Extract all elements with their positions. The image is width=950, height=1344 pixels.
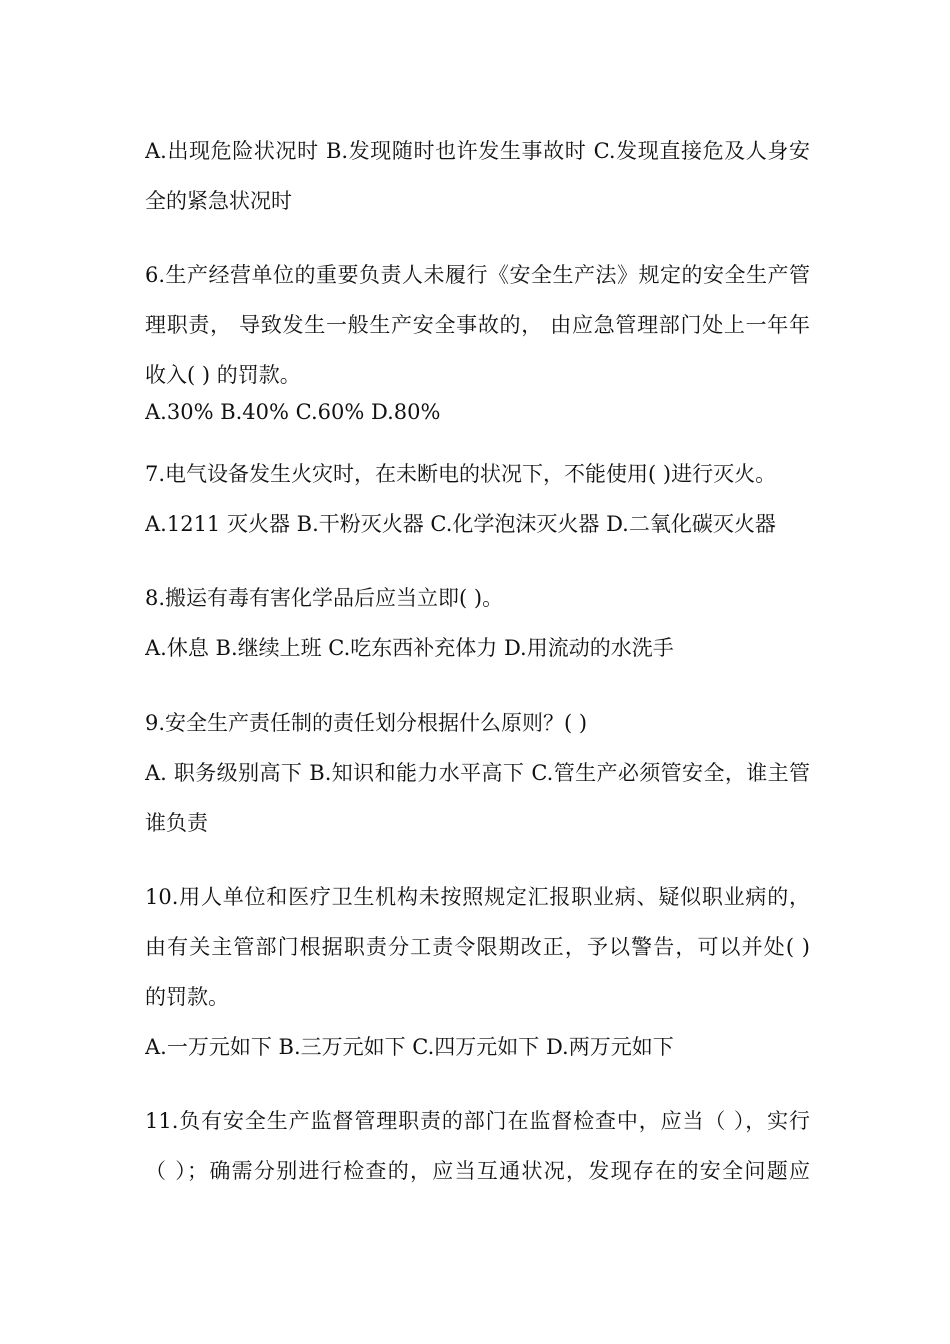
text-line: A.出现危险状况时 B.发现随时也许发生事故时 C.发现直接危及人身安 (145, 139, 810, 163)
text-line: 7.电气设备发生火灾时，在未断电的状况下，不能使用( )进行灭火。 (145, 462, 777, 486)
text-line: 全的紧急状况时 (145, 189, 292, 213)
text-line: A. 职务级别高下 B.知识和能力水平高下 C.管生产必须管安全，谁主管 (145, 761, 810, 785)
text-line: A.30% B.40% C.60% D.80% (145, 400, 441, 424)
text-line: 谁负责 (145, 811, 208, 835)
text-line: 9.安全生产责任制的责任划分根据什么原则？( ) (145, 711, 588, 735)
text-line: A.一万元如下 B.三万元如下 C.四万元如下 D.两万元如下 (145, 1035, 674, 1059)
text-line: 8.搬运有毒有害化学品后应当立即( )。 (145, 586, 504, 610)
text-line: 的罚款。 (145, 985, 229, 1009)
text-line: 6.生产经营单位的重要负责人未履行《安全生产法》规定的安全生产管 (145, 263, 810, 287)
text-line: A.休息 B.继续上班 C.吃东西补充体力 D.用流动的水洗手 (145, 636, 674, 660)
text-line: 收入( ) 的罚款。 (145, 363, 301, 387)
text-line: （ ）；确需分别进行检查的，应当互通状况，发现存在的安全问题应 (145, 1159, 810, 1183)
text-line: 理职责， 导致发生一般生产安全事故的， 由应急管理部门处上一年年 (145, 313, 810, 337)
text-line: 10.用人单位和医疗卫生机构未按照规定汇报职业病、疑似职业病的， (145, 885, 810, 909)
text-line: A.1211 灭火器 B.干粉灭火器 C.化学泡沫灭火器 D.二氧化碳灭火器 (145, 512, 776, 536)
text-line: 11.负有安全生产监督管理职责的部门在监督检查中，应当（ ），实行 (145, 1109, 810, 1133)
text-line: 由有关主管部门根据职责分工责令限期改正，予以警告，可以并处( ) (145, 935, 810, 959)
